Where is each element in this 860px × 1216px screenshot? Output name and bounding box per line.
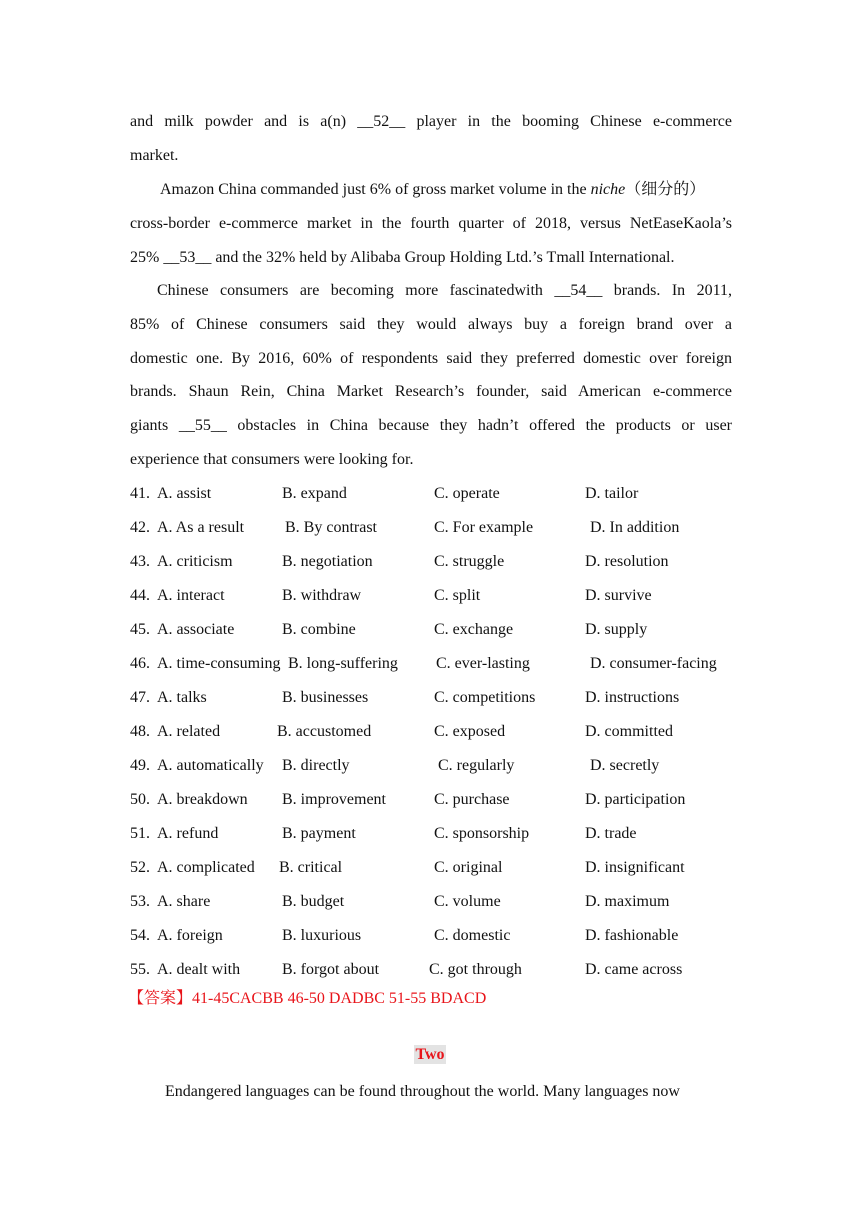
option-c: C. exposed [434, 723, 506, 740]
option-c: C. original [434, 859, 503, 876]
question-number: 52. [130, 859, 150, 876]
option-c: C. competitions [434, 689, 536, 706]
option-a: A. refund [157, 825, 219, 842]
passage-paragraph-2 [130, 173, 732, 274]
question-row [130, 688, 750, 722]
option-b: B. long-suffering [288, 655, 398, 672]
option-b: B. negotiation [282, 553, 373, 570]
text-line: Chinese consumers are becoming more fascinatedwith __54__ brands. In 2011, [157, 282, 732, 299]
question-row [130, 858, 750, 892]
option-d: D. participation [585, 791, 686, 808]
option-b: B. budget [282, 893, 345, 910]
option-b: B. businesses [282, 689, 369, 706]
option-a: A. dealt with [157, 961, 241, 978]
question-row [130, 756, 750, 790]
question-number: 47. [130, 689, 150, 706]
option-a: A. breakdown [157, 791, 248, 808]
option-d: D. came across [585, 961, 683, 978]
option-b: B. By contrast [285, 519, 377, 536]
option-d: D. secretly [590, 757, 660, 774]
question-number: 55. [130, 961, 150, 978]
option-c: C. regularly [438, 757, 515, 774]
option-b: B. improvement [282, 791, 386, 808]
text-line: cross-border e-commerce market in the fourth quarter of 2018, versus NetEaseKaola’s [130, 214, 732, 232]
option-d: D. resolution [585, 553, 669, 570]
option-d: D. insignificant [585, 859, 685, 876]
option-c: C. got through [429, 961, 522, 978]
option-b: B. withdraw [282, 587, 362, 604]
option-b: B. directly [282, 757, 350, 774]
option-d: D. trade [585, 825, 637, 842]
option-d: D. fashionable [585, 927, 679, 944]
option-a: A. complicated [157, 859, 255, 876]
section-heading [0, 1046, 860, 1064]
question-number: 54. [130, 927, 150, 944]
option-a: A. criticism [157, 553, 233, 570]
question-row [130, 926, 750, 960]
answer-key: 【答案】41-45CACBB 46-50 DADBC 51-55 BDACD [128, 990, 487, 1007]
option-d: D. consumer-facing [590, 655, 717, 672]
question-number: 50. [130, 791, 150, 808]
option-b: B. expand [282, 485, 347, 502]
question-number: 53. [130, 893, 150, 910]
text-line: Amazon China commanded just 6% of gross market volume in the niche（细分的） [160, 181, 706, 198]
option-a: A. share [157, 893, 211, 910]
question-row [130, 824, 750, 858]
question-number: 44. [130, 587, 150, 604]
option-c: C. domestic [434, 927, 511, 944]
option-c: C. For example [434, 519, 534, 536]
option-b: B. luxurious [282, 927, 362, 944]
option-a: A. talks [157, 689, 207, 706]
question-number: 46. [130, 655, 150, 672]
text-line: giants __55__ obstacles in China because they hadn’t offered the products or user [130, 417, 732, 435]
text-line: and milk powder and is a(n) __52__ player in the booming Chinese e-commerce [130, 113, 732, 130]
question-row [130, 790, 750, 824]
option-a: A. related [157, 723, 221, 740]
option-d: D. supply [585, 621, 648, 638]
question-number: 48. [130, 723, 150, 740]
option-c: C. sponsorship [434, 825, 530, 842]
text-line: domestic one. By 2016, 60% of respondents said they preferred domestic over foreign [130, 349, 732, 367]
option-d: D. In addition [590, 519, 680, 536]
option-d: D. maximum [585, 893, 670, 910]
option-c: C. ever-lasting [436, 655, 530, 672]
option-b: B. forgot about [282, 961, 380, 978]
option-d: D. instructions [585, 689, 680, 706]
option-d: D. tailor [585, 485, 639, 502]
question-number: 43. [130, 553, 150, 570]
question-number: 51. [130, 825, 150, 842]
section-heading-label: Two [415, 1046, 445, 1063]
question-number: 42. [130, 519, 150, 536]
text-line: experience that consumers were looking for. [130, 450, 414, 468]
option-c: C. exchange [434, 621, 514, 638]
question-number: 45. [130, 621, 150, 638]
question-row [130, 892, 750, 926]
niche-term: niche [590, 181, 626, 198]
option-a: A. associate [157, 621, 235, 638]
option-b: B. combine [282, 621, 356, 638]
option-a: A. automatically [157, 757, 264, 774]
question-row [130, 518, 750, 552]
question-row [130, 722, 750, 756]
text-line: 25% __53__ and the 32% held by Alibaba Group Holding Ltd.’s Tmall International. [130, 248, 675, 266]
option-a: A. foreign [157, 927, 223, 944]
option-a: A. time-consuming [157, 655, 281, 672]
text-line: market. [130, 146, 179, 164]
option-b: B. payment [282, 825, 356, 842]
option-a: A. interact [157, 587, 225, 604]
option-d: D. committed [585, 723, 673, 740]
option-b: B. accustomed [277, 723, 372, 740]
option-c: C. struggle [434, 553, 505, 570]
question-row [130, 620, 750, 654]
passage-paragraph-3 [130, 274, 732, 477]
option-b: B. critical [279, 859, 343, 876]
question-row [130, 586, 750, 620]
option-a: A. As a result [157, 519, 245, 536]
next-passage-line: Endangered languages can be found throughout the world. Many languages now [165, 1083, 680, 1100]
text-line: brands. Shaun Rein, China Market Research’s founder, said American e-commerce [130, 383, 732, 401]
option-c: C. operate [434, 485, 500, 502]
option-c: C. purchase [434, 791, 510, 808]
question-number: 41. [130, 485, 150, 502]
option-a: A. assist [157, 485, 212, 502]
question-row [130, 654, 750, 688]
question-row [130, 484, 750, 518]
option-c: C. volume [434, 893, 501, 910]
option-d: D. survive [585, 587, 652, 604]
question-row [130, 552, 750, 586]
passage-paragraph-1 [130, 105, 732, 173]
text-line: 85% of Chinese consumers said they would always buy a foreign brand over a [130, 315, 732, 333]
option-c: C. split [434, 587, 481, 604]
question-number: 49. [130, 757, 150, 774]
